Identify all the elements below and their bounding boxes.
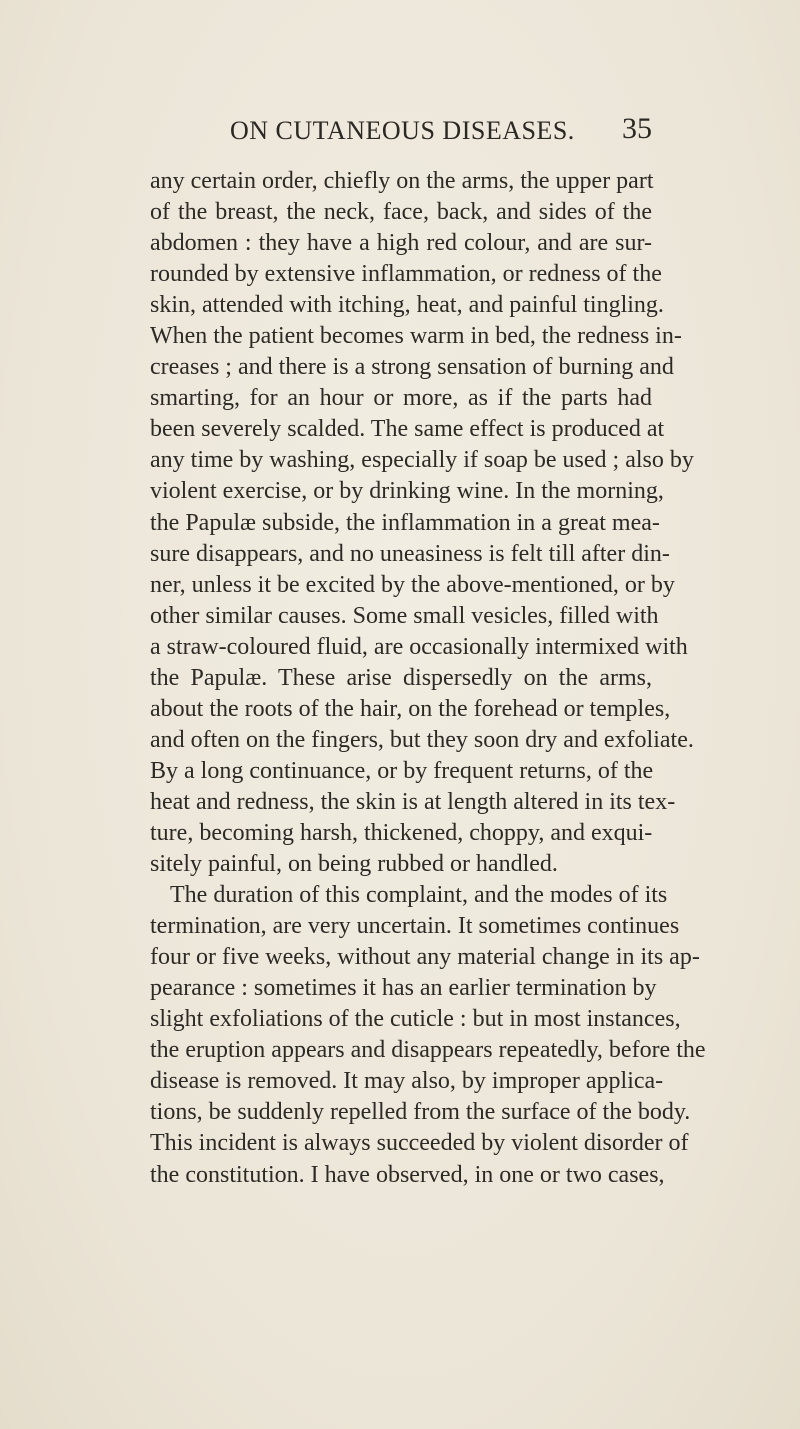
text-line: sitely painful, on being rubbed or handled. [150, 851, 558, 878]
text-line: ture, becoming harsh, thickened, choppy, and exqui- [150, 819, 653, 846]
page-header [150, 112, 652, 156]
text-line: When the patient becomes warm in bed, the redness in- [150, 323, 682, 350]
text-line: smarting, for an hour or more, as if the parts had [150, 385, 652, 412]
text-line: slight exfoliations of the cuticle : but in most instances, [150, 1006, 681, 1033]
text-line: disease is removed. It may also, by improper applica- [150, 1068, 664, 1095]
text-line: termination, are very uncertain. It sometimes continues [150, 913, 680, 940]
text-line: sure disappears, and no uneasiness is felt till after din- [150, 540, 670, 567]
text-line: the Papulæ subside, the inflammation in a great mea- [150, 509, 660, 536]
running-head: ON CUTANEOUS DISEASES. [230, 116, 575, 145]
text-line: and often on the fingers, but they soon dry and exfoliate. [150, 726, 694, 753]
text-line: any certain order, chiefly on the arms, the upper part [150, 168, 654, 194]
text-line: violent exercise, or by drinking wine. In the morning, [150, 478, 664, 505]
text-line: tions, be suddenly repelled from the surface of the body. [150, 1099, 691, 1126]
text-line: ner, unless it be excited by the above-mentioned, or by [150, 571, 675, 598]
body-text [150, 166, 706, 1191]
text-line: abdomen : they have a high red colour, and are sur- [150, 230, 652, 257]
text-line: the eruption appears and disappears repeatedly, before the [150, 1037, 706, 1064]
text-line: about the roots of the hair, on the forehead or temples, [150, 695, 671, 722]
text-line: pearance : sometimes it has an earlier termination by [150, 975, 657, 1002]
text-line: By a long continuance, or by frequent returns, of the [150, 757, 654, 784]
text-line: heat and redness, the skin is at length altered in its tex- [150, 788, 676, 815]
text-line: the Papulæ. These arise dispersedly on the arms, [150, 664, 652, 691]
text-line: four or five weeks, without any material change in its ap- [150, 944, 700, 971]
text-line: This incident is always succeeded by violent disorder of [150, 1130, 689, 1157]
text-line: any time by washing, especially if soap be used ; also by [150, 447, 694, 474]
text-line: the constitution. I have observed, in one or two cases, [150, 1161, 665, 1188]
text-line: of the breast, the neck, face, back, and sides of the [150, 199, 652, 226]
text-line: The duration of this complaint, and the modes of its [170, 882, 668, 909]
text-line: a straw-coloured fluid, are occasionally intermixed with [150, 633, 688, 660]
page-number: 35 [622, 112, 652, 145]
text-line: other similar causes. Some small vesicles, filled with [150, 602, 659, 629]
text-line: rounded by extensive inflammation, or redness of the [150, 261, 662, 288]
text-line: creases ; and there is a strong sensation of burning and [150, 354, 674, 381]
text-line: skin, attended with itching, heat, and painful tingling. [150, 292, 664, 319]
text-line: been severely scalded. The same effect is produced at [150, 416, 665, 443]
